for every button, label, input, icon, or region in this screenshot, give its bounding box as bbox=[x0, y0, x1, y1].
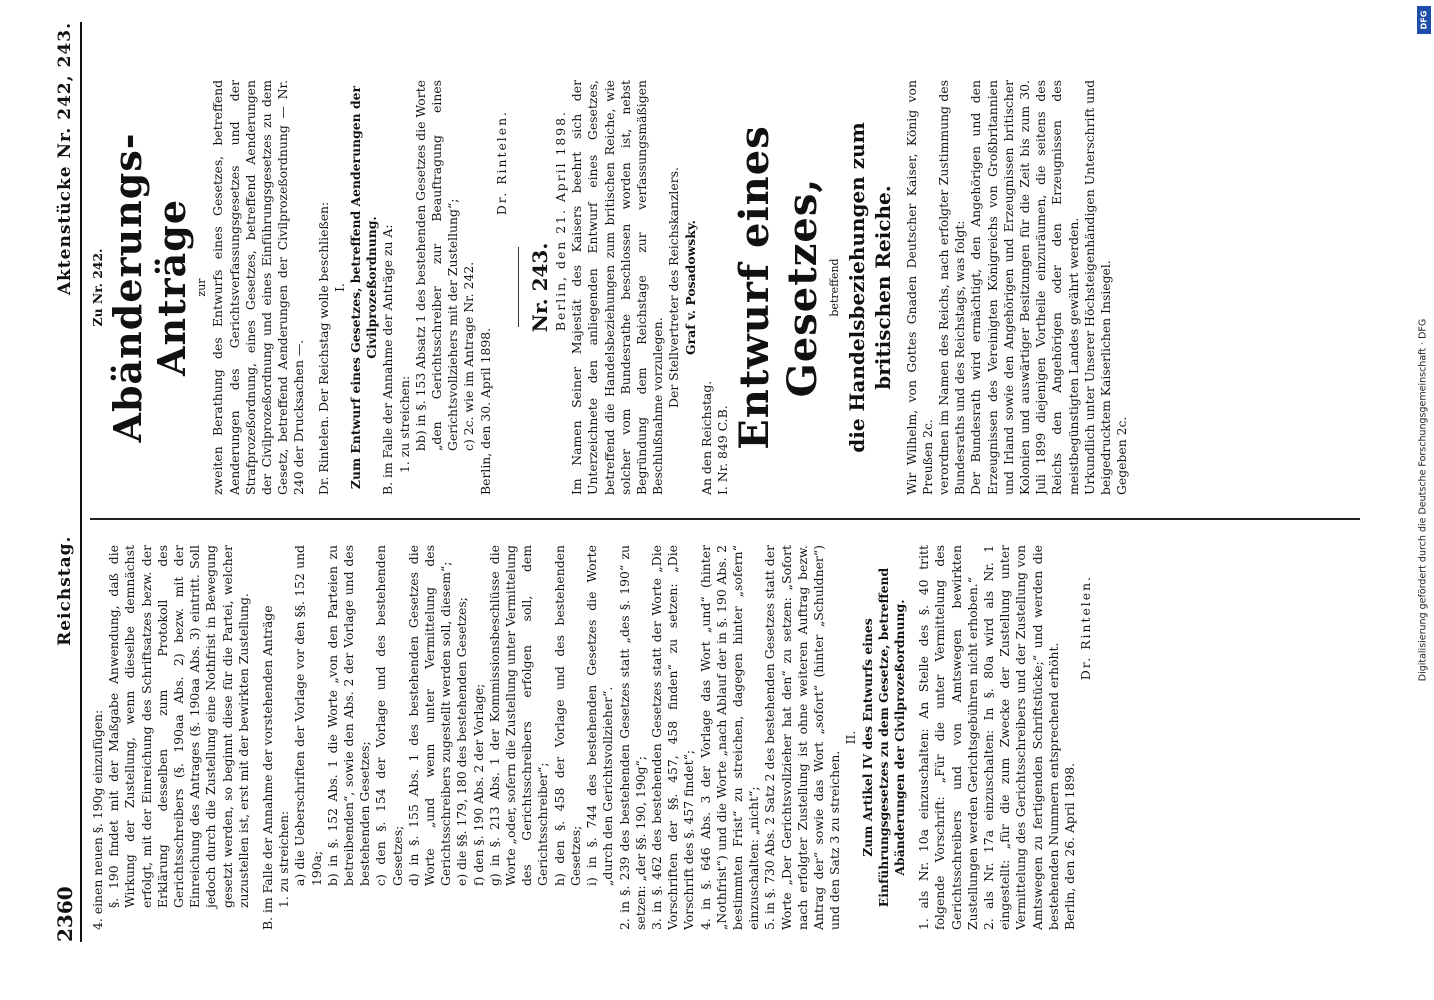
text-body: Der Bundesrath wird ermächtigt, den Angehörigen und den Erzeugnissen des Vereinigten Königreichs von Großbritannien und Irland sowie den Angehörigen und Erzeugnissen britischer Kolonien und auswärtiger Besitzungen für die Zeit bis zum 30. Juli 1899 diejenigen Vortheile einzuräumen, die seitens des Reichs den Angehörigen oder den Erzeugnissen des meistbegünstigten Landes gewährt werden. bbox=[968, 80, 1081, 495]
paragraph: 2. in §. 239 des bestehenden Gesetzes statt „des §. 190“ zu setzen: „der §§. 190, 190g“; bbox=[616, 545, 648, 930]
c: c) 2c. wie im Antrage Nr. 242. bbox=[461, 261, 477, 451]
paragraph: 4. in §. 646 Abs. 3 der Vorlage das Wort „und“ (hinter „Nothfrist“) und die Worte „nach Ablauf der in §. 190 Abs. 2 bestimmten Frist“ zu streichen, dagegen hinter „sofern“ einzuschalten: „nicht“; bbox=[697, 545, 762, 930]
paragraph: c) den §. 154 der Vorlage und des bestehenden Gesetzes; bbox=[373, 545, 405, 886]
page-number: 2360 bbox=[53, 886, 77, 942]
paragraph: 1. zu streichen: bbox=[276, 810, 292, 908]
paragraph: g) in §. 213 Abs. 1 der Kommissionsbeschlüsse die Worte „oder, sofern die Zustellung unter Vermittelung des Gerichtsschreibers erfolgen soll, dem Gerichtsschreiber“; bbox=[486, 545, 551, 886]
digitization-text: Digitalisierung gefördert durch die Deutsche Forschungsgemeinschaft · DFG bbox=[1417, 318, 1429, 682]
body-243: Im Namen Seiner Majestät des Kaisers beehrt sich der Unterzeichnete den anliegenden Entwurf eines Gesetzes, betreffend die Handelsbeziehungen zum britischen Reiche, wie solcher vom Bundesrathe beschlossen worden ist, nebst Begründung dem Reichstage zur verfassungsmäßigen Beschlußnahme vorzulegen. bbox=[569, 80, 666, 495]
entwurf-heading: Entwurf eines Gesetzes, bbox=[731, 125, 827, 450]
right-column bbox=[90, 80, 1390, 495]
column-divider bbox=[90, 518, 1360, 520]
intro: zweiten Berathung des Entwurfs eines Gesetzes, betreffend Aenderungen des Gerichtsverfassungsgesetzes und der Strafprozeßordnung, eines Gesetzes, betreffend Aenderungen der Civilprozeßordnung und eines Einführungsgesetzes zu dem Gesetz, betreffend Aenderungen der Civilprozeßordnung — Nr. 240 der Drucksachen —. bbox=[210, 80, 307, 495]
paragraph: e) die §§. 179, 180 des bestehenden Gesetzes; bbox=[454, 597, 470, 886]
dfg-logo-icon bbox=[1417, 6, 1431, 34]
paragraph: §. 190 findet mit der Maßgabe Anwendung, daß die Wirkung der Zustellung, wenn dieselbe demnächst erfolgt, mit der Einreichung des Schriftsatzes bezw. der Erklärung desselben zum Protokoll des Gerichtsschreibers (§. 190aa Abs. 2) bezw. mit der Einreichung des Antrages (§. 190aa Abs. 3) eintritt. Soll jedoch durch die Zustellung eine Nothfrist in Bewegung gesetzt werden, so beginnt diese für die Partei, welcher zuzustellen ist, erst mit der bewirkten Zustellung. bbox=[106, 545, 251, 908]
left-column bbox=[90, 545, 1360, 930]
stellvertreter: Der Stellvertreter des Reichskanzlers. bbox=[666, 167, 682, 408]
urkundlich: Urkundlich unter Unserer Höchsteigenhändigen Unterschrift und beigedrucktem Kaiserlichen Insiegel. bbox=[1081, 80, 1113, 495]
paragraph: h) den §. 458 der Vorlage und des bestehenden Gesetzes; bbox=[551, 545, 583, 886]
b-intro: B. im Falle der Annahme der Anträge zu A: bbox=[380, 224, 396, 495]
paragraph: 3. in §. 462 des bestehenden Gesetzes statt der Worte „Die Vorschriften der §§. 457, 458 finden“ zu setzen: „Die Vorschrift des §. 457 findet“; bbox=[648, 545, 697, 930]
signature: Dr. Rintelen. bbox=[1078, 575, 1094, 681]
zur: zur bbox=[195, 278, 209, 297]
header-right: Aktenstücke Nr. 242, 243. bbox=[55, 22, 75, 296]
bb: bb) in §. 153 Absatz 1 des bestehenden Gesetzes die Worte „den Gerichtsschreiber zur Beauftragung eines Gerichtsvollziehers mit der Zustellung“; bbox=[412, 80, 461, 451]
paragraph: 4. einen neuen §. 190g einzufügen: bbox=[90, 709, 105, 930]
date-line: Berlin, den 26. April 1898. bbox=[1061, 762, 1077, 930]
date-line: Berlin, den 30. April 1898. bbox=[477, 327, 493, 495]
b1: 1. zu streichen: bbox=[396, 375, 412, 473]
ref-number: I. Nr. 849 C.B. bbox=[715, 405, 731, 495]
roman-numeral: II. bbox=[843, 730, 859, 745]
paragraph: d) in §. 155 Abs. 1 des bestehenden Gesetzes die Worte „und wenn unter Vermittelung des Gerichtsschreibers zugestellt werden soll, diesem“; bbox=[405, 545, 454, 886]
header-left: Reichstag. bbox=[55, 535, 75, 646]
paragraph: 2. als Nr. 17a einzuschalten: In §. 80a wird als Nr. 1 eingestellt: „für die zum Zwecke der Zustellung unter Vermittelung des Gerichtsschreibers und der Zustellung von Amtswegen zu fertigenden Schriftstücke;“ und werden die bestehenden Nummern entsprechend erhöht. bbox=[980, 545, 1061, 930]
betreffend: betreffend bbox=[828, 258, 842, 317]
paragraph: B. im Falle der Annahme der vorstehenden Anträge bbox=[260, 605, 276, 930]
paragraph: 1. als Nr. 10a einzuschalten: An Stelle des §. 40 tritt folgende Vorschrift: „Für die unter Vermittelung des Gerichtsschreibers und von Amtswegen bewirkten Zustellungen werden Gerichtsgebühren nicht erhoben.“ bbox=[916, 545, 980, 930]
running-header bbox=[50, 22, 82, 942]
wir-line: Wir Wilhelm, von Gottes Gnaden Deutscher Kaiser, König von Preußen 2c. bbox=[903, 80, 935, 495]
paragraph: i) in §. 744 des bestehenden Gesetzes die Worte „durch den Gerichtsvollzieher“. bbox=[584, 545, 616, 886]
nr243-heading: Nr. 243. bbox=[528, 242, 553, 333]
paragraph: f) den §. 190 Abs. 2 der Vorlage; bbox=[470, 683, 486, 886]
zu-nr: Zu Nr. 242. bbox=[90, 248, 105, 327]
motion: Dr. Rintelen. Der Reichstag wolle beschließen: bbox=[315, 201, 331, 495]
signature: Dr. Rintelen. bbox=[493, 110, 509, 216]
roman-numeral: I. bbox=[331, 283, 347, 292]
section-heading: Zum Artikel IV des Entwurfs eines Einführungsgesetzes zu dem Gesetze, betreffend Abänderungen der Civilprozeßordnung. bbox=[859, 567, 907, 908]
handel-heading: die Handelsbeziehungen zum britischen Reiche. bbox=[844, 122, 895, 453]
graf: Graf v. Posadowsky. bbox=[682, 220, 698, 355]
paragraph: b) in §. 152 Abs. 1 die Worte „von den Parteien zu betreibenden“, sowie den Abs. 2 der Vorlage und des bestehenden Gesetzes; bbox=[324, 545, 373, 886]
paragraph: 5. in §. 730 Abs. 2 Satz 2 des bestehenden Gesetzes statt der Worte „Der Gerichtsvollzieher hat den“ zu setzen: „Sofort nach erfolgter Zustellung ist ohne weiteren Auftrag bezw. Antrag der“ sowie das Wort „sofort“ (hinter „Schuldner“) und den Satz 3 zu streichen. bbox=[762, 545, 843, 930]
date-line: Berlin, den 21. April 1898. bbox=[553, 110, 569, 332]
dfg-logo-text: DFG bbox=[1419, 10, 1429, 30]
sub-heading: Zum Entwurf eines Gesetzes, betreffend Aenderungen der Civilprozeßordnung. bbox=[348, 85, 380, 490]
digitization-note bbox=[1416, 0, 1430, 1000]
gegeben: Gegeben 2c. bbox=[1114, 416, 1130, 495]
main-heading: Abänderungs-Anträge bbox=[105, 132, 195, 443]
paragraph: a) die Ueberschriften der Vorlage vor den §§. 152 und 190a; bbox=[292, 545, 324, 886]
verordnen: verordnen im Namen des Reichs, nach erfolgter Zustimmung des Bundesraths und des Reichstags, was folgt: bbox=[935, 80, 968, 495]
an-reichstag: An den Reichstag. bbox=[698, 380, 714, 495]
